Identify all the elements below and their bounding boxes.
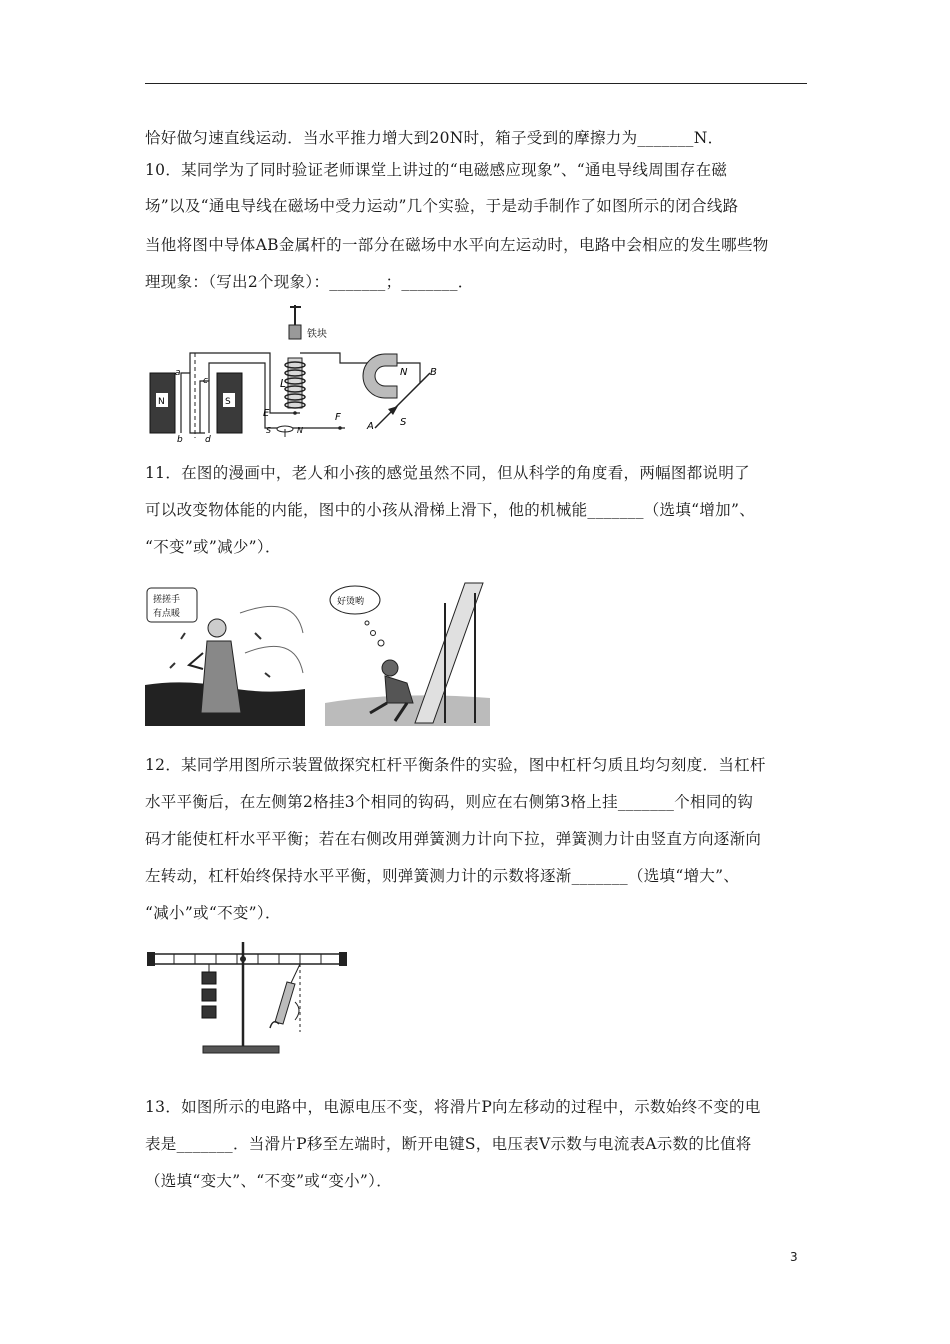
q12-line-4: 左转动，杠杆始终保持水平平衡，则弹簧测力计的示数将逐渐_______（选填“增大”、: [145, 867, 740, 885]
q10-line-1: 10．某同学为了同时验证老师课堂上讲过的“电磁感应现象”、“通电导线周围存在磁: [145, 161, 728, 179]
kid-head: [382, 660, 398, 676]
conductor-cd: [200, 381, 209, 433]
spring-scale: [275, 982, 295, 1024]
svg-text:S: S: [400, 417, 407, 428]
svg-text:c: c: [203, 376, 208, 386]
q10-line-4: 理现象：（写出2个现象）：_______；_______．: [145, 273, 474, 291]
q12-line-2: 水平平衡后，在左侧第2格挂3个相同的钩码，则应在右侧第3格上挂_______个相同的钩: [145, 793, 754, 811]
lever-figure: [145, 940, 350, 1058]
q13-line-2: 表是_______．当滑片P移至左端时，断开电键S，电压表V示数与电流表A示数的比值将: [145, 1135, 752, 1153]
q11-line-3: “不变”或”减少”）．: [145, 538, 281, 556]
u-magnet: [363, 354, 397, 398]
svg-text:F: F: [335, 412, 341, 423]
lever-bar: [153, 954, 341, 964]
svg-text:L: L: [280, 377, 287, 390]
svg-text:d: d: [205, 435, 211, 443]
svg-text:有点暖: 有点暖: [153, 609, 181, 619]
q13-line-3: （选填“变大”、“不变”或“变小”）．: [145, 1172, 392, 1190]
cartoon-figure: [145, 573, 490, 728]
q12-line-1: 12．某同学用图所示装置做探究杠杆平衡条件的实验，图中杠杆匀质且均匀刻度．当杠杆: [145, 756, 766, 774]
svg-text:N: N: [400, 367, 408, 378]
slide-panel: [325, 583, 490, 726]
svg-text:N: N: [297, 426, 303, 435]
svg-text:S: S: [266, 426, 272, 435]
q12-line-5: “减小”或“不变”）．: [145, 904, 281, 922]
page-number: 3: [790, 1250, 798, 1264]
weight-2: [202, 989, 216, 1001]
stand-base: [203, 1046, 279, 1053]
weight-1: [202, 972, 216, 984]
header-rule: [145, 83, 807, 84]
old-man-body: [201, 641, 241, 713]
old-man-head: [208, 619, 226, 637]
svg-text:E: E: [263, 408, 270, 419]
q11-line-2: 可以改变物体能的内能，图中的小孩从滑梯上滑下，他的机械能_______（选填“增加”、: [145, 501, 756, 519]
svg-text:b: b: [177, 435, 183, 443]
q12-line-3: 码才能使杠杆水平平衡；若在右侧改用弹簧测力计向下拉，弹簧测力计由竖直方向逐渐向: [145, 830, 762, 848]
svg-text:S: S: [225, 397, 231, 407]
svg-text:N: N: [158, 397, 165, 407]
q9-tail-text: 恰好做匀速直线运动．当水平推力增大到20N时，箱子受到的摩擦力为_______N．: [145, 129, 724, 147]
q10-line-2: 场”以及“通电导线在磁场中受力运动”几个实验，于是动手制作了如图所示的闭合线路: [145, 197, 739, 215]
iron-block: [289, 325, 301, 339]
weight-3: [202, 1006, 216, 1018]
svg-text:A: A: [367, 421, 374, 432]
svg-text:a: a: [175, 368, 181, 378]
q13-line-1: 13．如图所示的电路中，电源电压不变，将滑片P向左移动的过程中，示数始终不变的电: [145, 1098, 761, 1116]
iron-label: 铁块: [307, 329, 327, 340]
svg-text:B: B: [430, 367, 437, 378]
svg-text:好烫哟: 好烫哟: [337, 597, 365, 607]
q11-line-1: 11．在图的漫画中，老人和小孩的感觉虽然不同，但从科学的角度看，两幅图都说明了: [145, 464, 750, 482]
kid-body: [385, 676, 413, 703]
old-man-panel: [145, 588, 305, 726]
q10-line-3: 当他将图中导体AB金属杆的一部分在磁场中水平向左运动时，电路中会相应的发生哪些物: [145, 236, 769, 254]
conductor-ab: [181, 373, 205, 433]
circuit-figure: [145, 303, 450, 443]
svg-text:搓搓手: 搓搓手: [153, 595, 181, 605]
